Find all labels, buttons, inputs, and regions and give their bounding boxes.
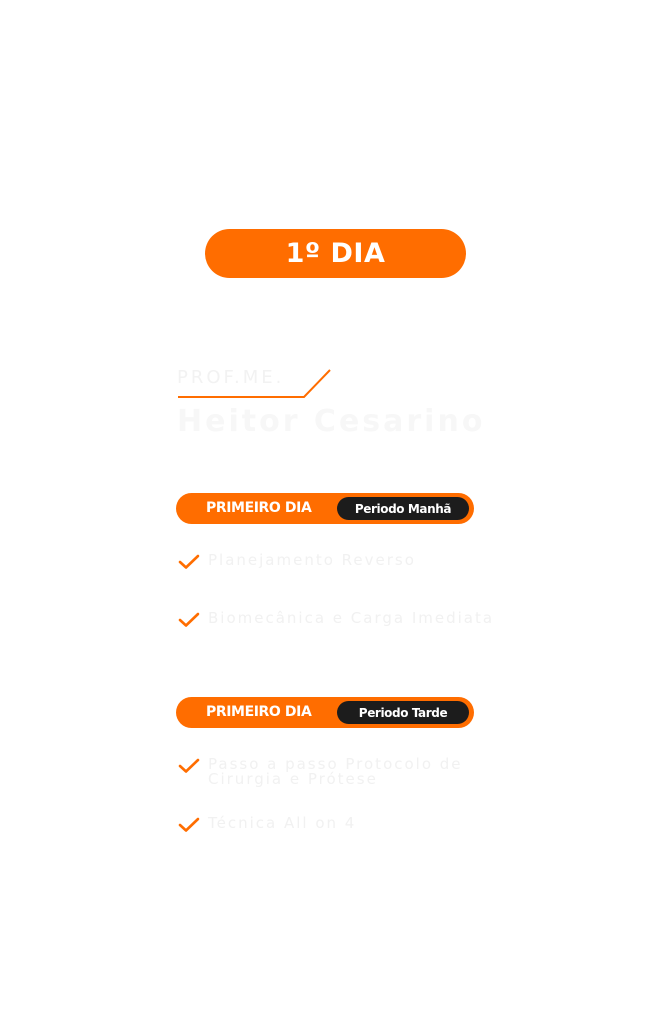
list-item <box>178 816 356 833</box>
period-badge: Periodo Manhã <box>337 497 469 520</box>
list-item <box>178 757 478 787</box>
check-icon <box>178 758 200 774</box>
professor-name: Heitor Cesarino <box>177 404 486 439</box>
session-label: PRIMEIRO DIA <box>206 704 312 720</box>
check-icon <box>178 612 200 628</box>
list-item-text: Passo a passo Protocolo de Cirurgia e Prótese <box>208 755 463 788</box>
list-item-text: Planejamento Reverso <box>208 551 416 569</box>
day-badge: 1º DIA <box>205 229 466 278</box>
list-item-text: Biomecânica e Carga Imediata <box>208 609 495 627</box>
session-label: PRIMEIRO DIA <box>206 500 312 516</box>
professor-underline-decoration <box>176 368 336 400</box>
list-item <box>178 611 494 628</box>
professor-title: PROF.ME. <box>177 367 285 388</box>
check-icon <box>178 817 200 833</box>
list-item-text: Técnica All on 4 <box>208 814 357 832</box>
session-morning-header <box>176 493 474 524</box>
session-afternoon-header <box>176 697 474 728</box>
period-badge: Periodo Tarde <box>337 701 469 724</box>
check-icon <box>178 554 200 570</box>
list-item <box>178 553 416 570</box>
